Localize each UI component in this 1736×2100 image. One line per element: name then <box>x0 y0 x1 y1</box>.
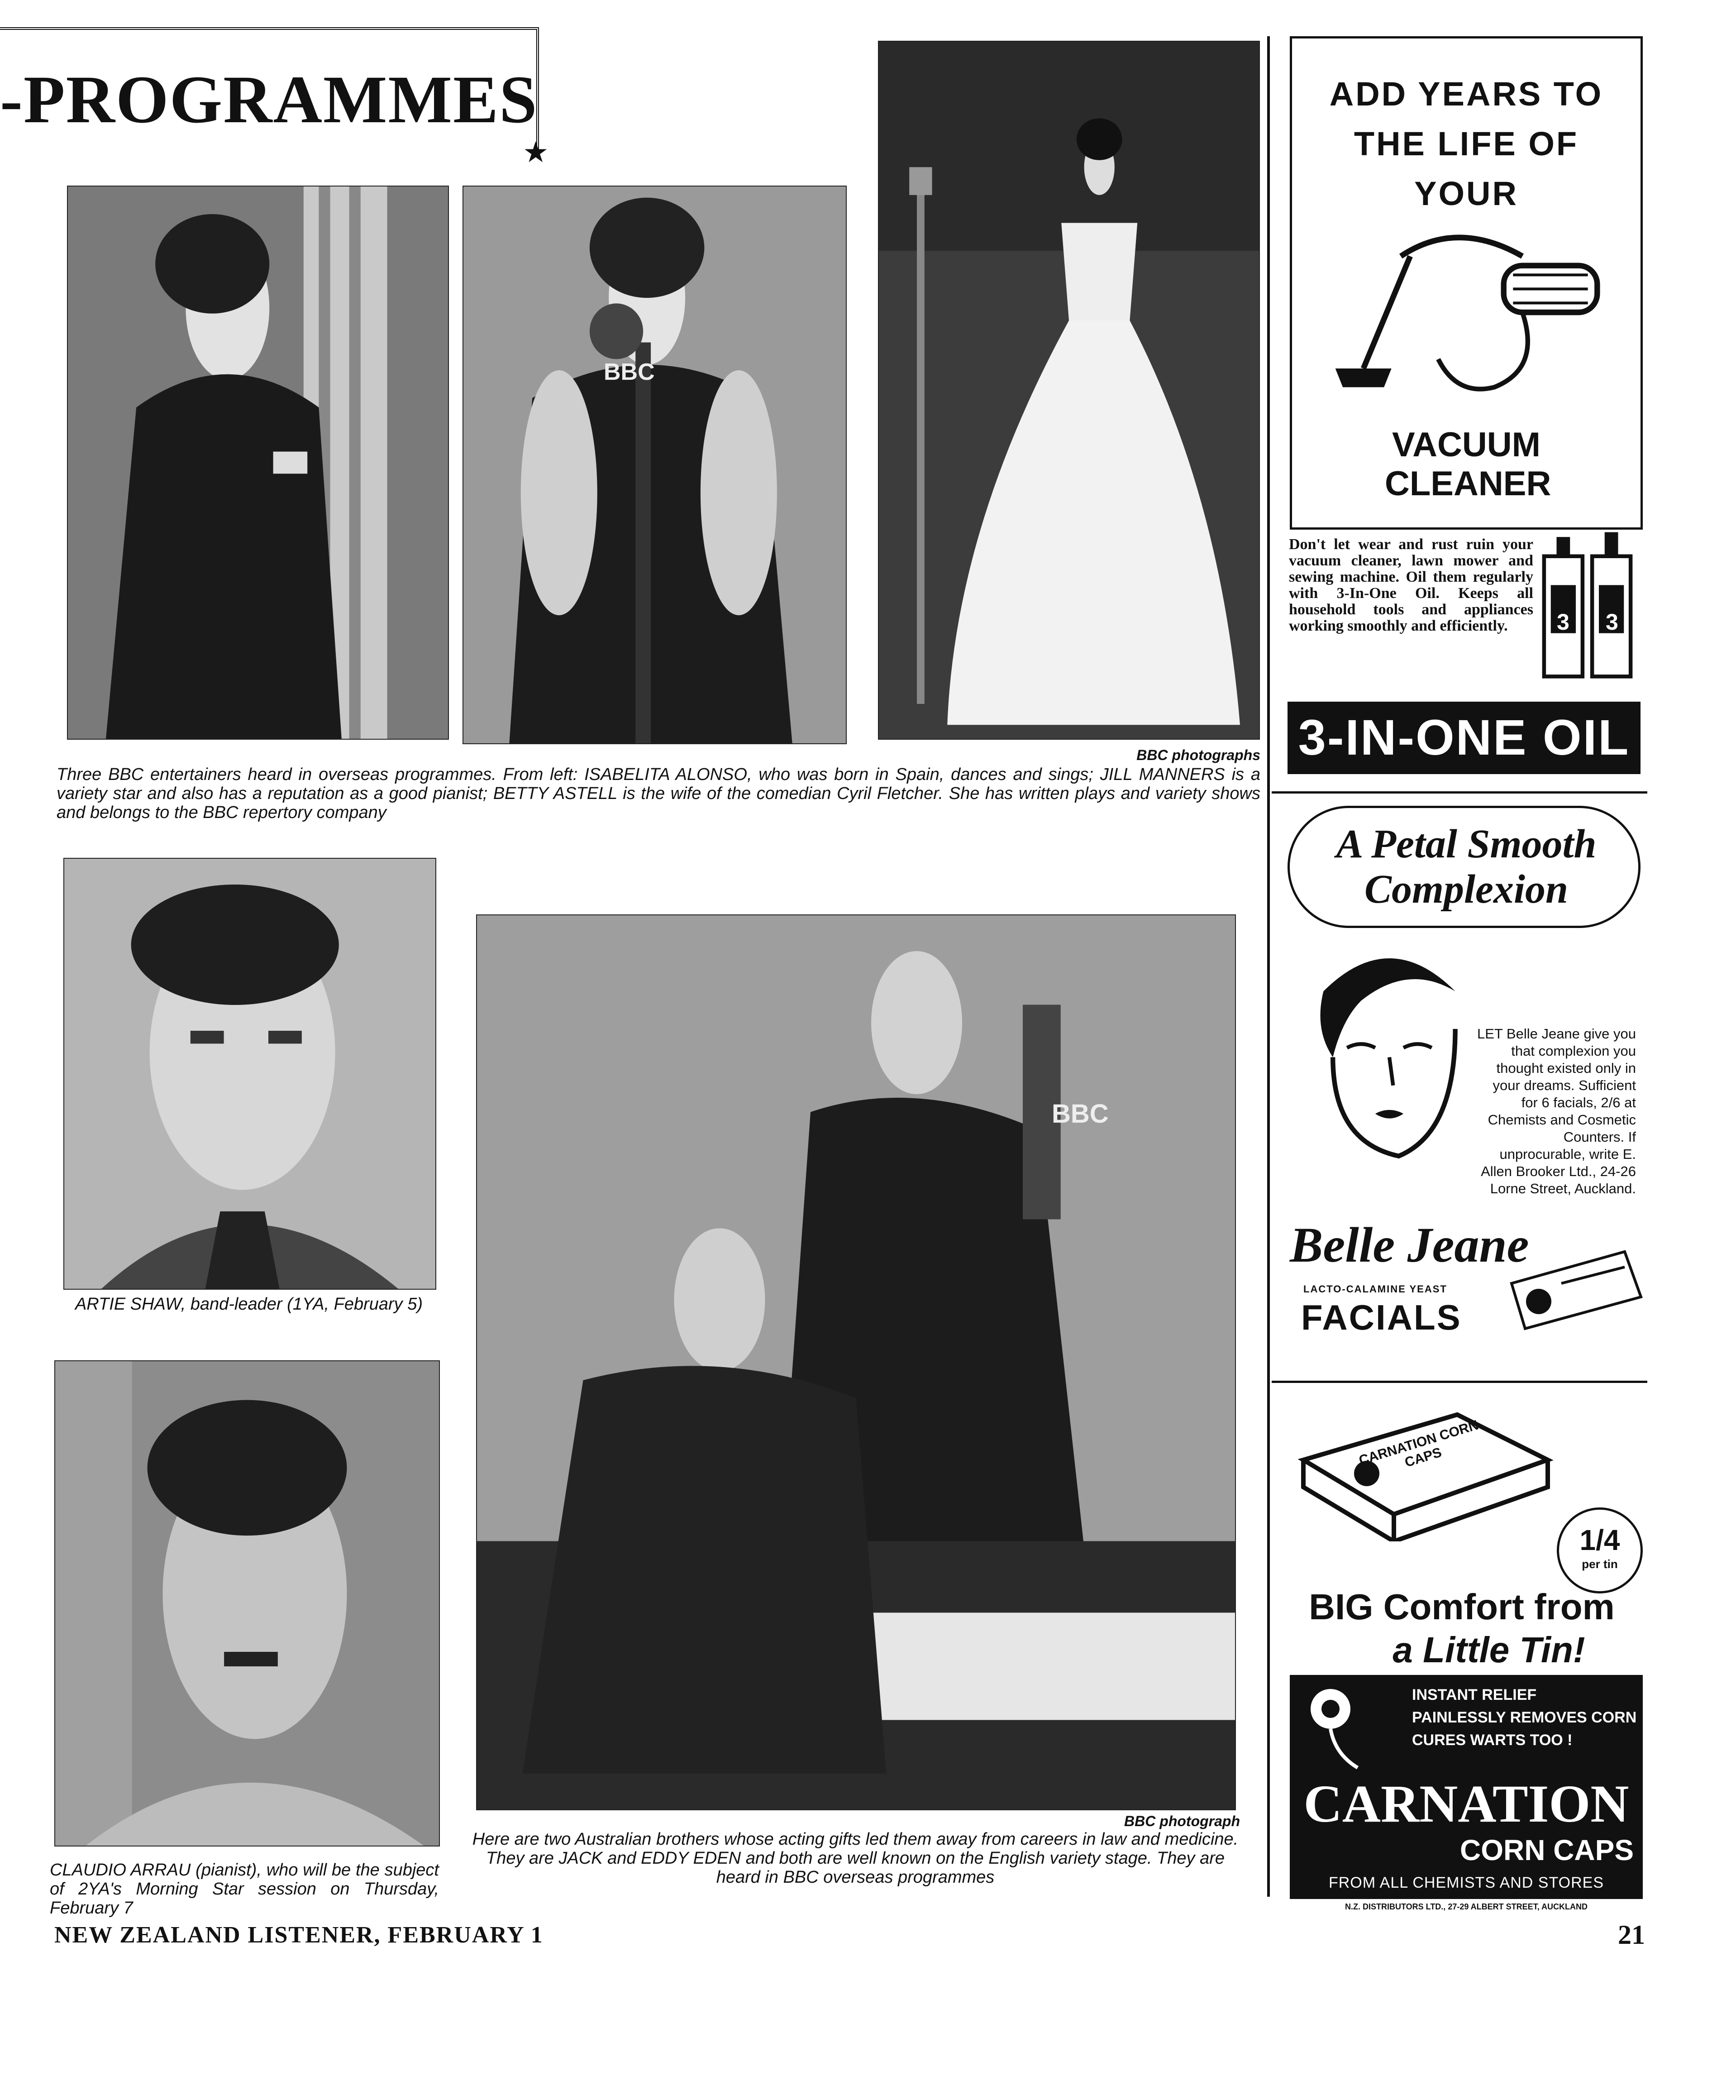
ad3-stockists: FROM ALL CHEMISTS AND STORES <box>1328 1874 1604 1891</box>
ad2-tagline: LACTO-CALAMINE YEAST <box>1303 1283 1447 1295</box>
ad-belle-jeane <box>1285 804 1647 1374</box>
photo-eden-brothers <box>476 914 1236 1810</box>
woman-face-icon <box>1294 935 1484 1170</box>
photo-artie-shaw <box>63 858 436 1290</box>
ad3-distributor: N.Z. DISTRIBUTORS LTD., 27-29 ALBERT STREET, AUCKLAND <box>1345 1902 1588 1911</box>
bbc-mic-label: BBC <box>604 359 655 385</box>
ad-carnation <box>1285 1399 1647 1919</box>
ad2-headline: A Petal Smooth Complexion <box>1336 822 1597 912</box>
bottle-label-1: 3 <box>1557 609 1569 635</box>
ad2-brand: Belle Jeane <box>1290 1217 1529 1272</box>
ad3-product: CORN CAPS <box>1459 1834 1634 1866</box>
ad1-headline-3: YOUR <box>1414 175 1518 212</box>
footer-publication: NEW ZEALAND LISTENER, FEBRUARY 1 <box>54 1922 544 1948</box>
ad3-claim-1: INSTANT RELIEF <box>1412 1686 1537 1703</box>
ad1-body: Don't let wear and rust ruin your vacuum cleaner, lawn mower and sewing machine. Oil them regularly with 3-In-One Oil. Keeps all household tools and appliances working smoothly and efficiently. <box>1289 536 1533 634</box>
claudio-arrau-caption: CLAUDIO ARRAU (pianist), who will be the subject of 2YA's Morning Star session on Thursday, February 7 <box>50 1861 439 1918</box>
price-unit: per tin <box>1582 1557 1618 1571</box>
ad-separator-1 <box>1272 791 1647 794</box>
page-number: 21 <box>1618 1920 1645 1950</box>
top-photos-caption: Three BBC entertainers heard in overseas programmes. From left: ISABELITA ALONSO, who was born in Spain, dances and sings; JILL MANNERS is a variety star and also has a reputation as a good pianist; BETTY ASTELL is the wife of the comedian Cyril Fletcher. She has written plays and variety shows and belongs to the BBC repertory company <box>57 765 1260 822</box>
ad3-brand: CARNATION <box>1303 1774 1629 1833</box>
top-photos-credit: BBC photographs <box>1136 747 1260 763</box>
ad1-headline-2: THE LIFE OF <box>1354 125 1579 163</box>
photo-claudio-arrau <box>54 1360 440 1846</box>
ad3-claim-3: CURES WARTS TOO ! <box>1412 1732 1573 1749</box>
column-divider <box>1267 36 1270 1897</box>
oil-bottles-icon <box>1539 527 1636 681</box>
ad3-headline-2: a Little Tin! <box>1393 1630 1585 1670</box>
page-title: -PROGRAMMES <box>0 62 538 137</box>
ad-separator-2 <box>1272 1381 1647 1383</box>
eden-brothers-caption: Here are two Australian brothers whose acting gifts led them away from careers in law and medicine. They are JACK and EDDY EDEN and both are well known on the English variety stage. They are heard in BBC overseas programmes <box>472 1830 1239 1887</box>
corn-caps-tin-icon <box>1294 1406 1557 1541</box>
photo-isabelita-alonso <box>67 186 449 740</box>
carnation-flower-icon <box>1294 1682 1385 1772</box>
ad2-product: FACIALS <box>1301 1297 1462 1337</box>
ad2-body: LET Belle Jeane give you that complexion you thought existed only in your dreams. Sufficient for 6 facials, 2/6 at Chemists and Cosmetic Counters. If unprocurable, write E. Allen Brooker Ltd., 24-26 Lorne Street, Auckland. <box>1477 1026 1636 1196</box>
bbc-mic-label-2: BBC <box>1052 1099 1109 1129</box>
photo-jill-manners <box>463 186 847 744</box>
star-ornament: ★ <box>523 136 549 168</box>
bottle-label-2: 3 <box>1606 609 1618 635</box>
price: 1/4 <box>1579 1524 1620 1556</box>
vacuum-cleaner-icon <box>1326 217 1607 407</box>
artie-shaw-caption: ARTIE SHAW, band-leader (1YA, February 5) <box>75 1295 423 1314</box>
tin-label: CARNATION CORN CAPS <box>1357 1417 1480 1470</box>
ad3-claim-2: PAINLESSLY REMOVES CORN <box>1412 1709 1637 1726</box>
facials-packet-icon <box>1507 1247 1643 1333</box>
ad1-brand: 3-IN-ONE OIL <box>1288 702 1641 774</box>
ad3-headline-1: BIG Comfort from <box>1309 1587 1615 1627</box>
ad1-headline-1: ADD YEARS TO <box>1329 75 1603 113</box>
photo-betty-astell <box>878 41 1260 740</box>
ad-three-in-one <box>1285 36 1647 783</box>
eden-brothers-credit: BBC photograph <box>1124 1813 1240 1829</box>
ad1-product: VACUUM CLEANER <box>1385 426 1551 503</box>
